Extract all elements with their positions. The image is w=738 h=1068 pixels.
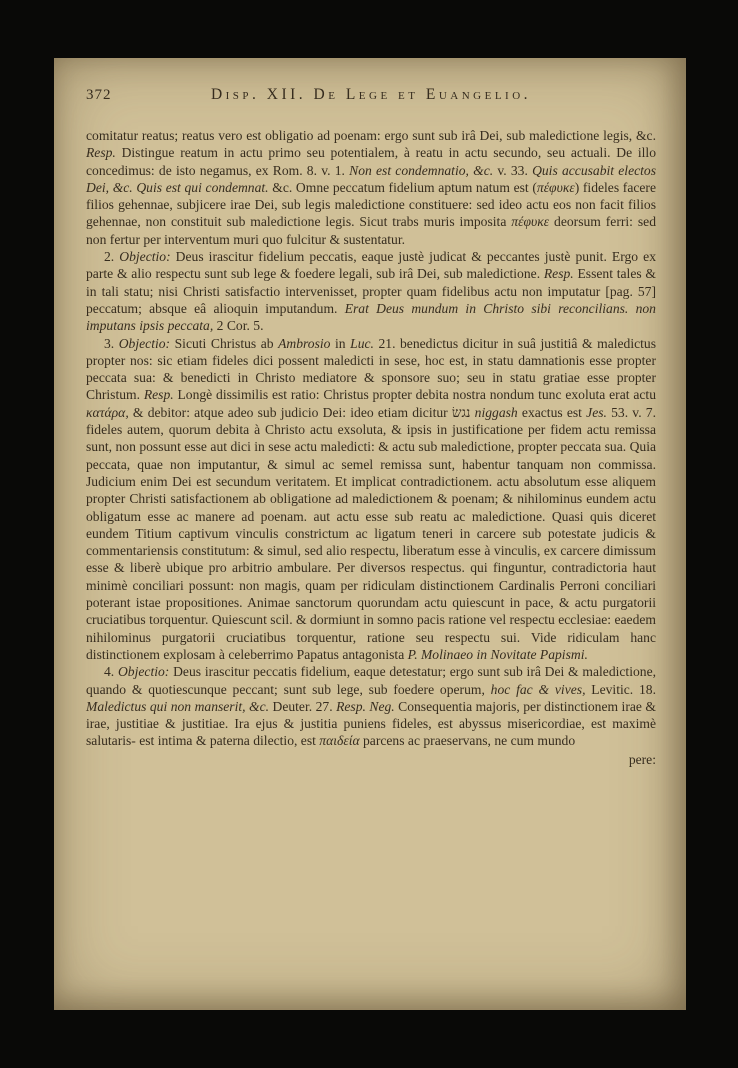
- italic-text: niggash: [474, 404, 518, 420]
- book-page: [54, 58, 686, 1010]
- italic-text: Objectio:: [119, 249, 171, 265]
- roman-text: Deus irascitur peccatis fidelium, eaque detestatur; ergo sunt sub irâ Dei & maledictione, quando & quotiescunque peccant; sunt sub lege, sub foedere operum,: [86, 664, 657, 697]
- roman-text: 2 Cor. 5.: [213, 318, 264, 334]
- chapter-header: Disp. XII. De Lege et Euangelio.: [210, 86, 532, 103]
- roman-text: Deuter. 27.: [269, 698, 337, 714]
- running-head: [86, 86, 656, 104]
- italic-text: Jes.: [586, 404, 607, 420]
- page-number: 372: [86, 87, 112, 103]
- italic-text: κατάρα,: [86, 404, 129, 420]
- roman-text: parcens ac praeservans, ne cum mundo: [359, 733, 576, 749]
- italic-text: Objectio:: [117, 664, 170, 680]
- roman-text: &c. Omne peccatum fidelium aptum natum est (: [268, 179, 537, 195]
- roman-text: Deus irascitur fidelium peccatis, eaque justè judicat & peccantes justè punit. Ergo ex parte & alio respectu sunt sub lege & foedere legali, sub irâ Dei, sub maledictione.: [86, 249, 656, 282]
- roman-text: Longè dissimilis est ratio: Christus propter debita nostra nondum tunc exoluta erat actu: [173, 387, 656, 403]
- italic-text: Resp.: [86, 145, 116, 161]
- italic-text: παιδεία: [319, 733, 360, 749]
- roman-text: & debitor: atque adeo sub judicio Dei: ideo etiam dicitur נגשׂ: [128, 404, 475, 420]
- roman-text: Distingue reatum in actu primo seu potentialem, à reatu in actu secundo, seu actuali. De illo concedimus: de isto negamus, ex Rom. 8. v. 1.: [86, 145, 656, 178]
- roman-text: ) fideles facere filios gehennae, subjicere irae Dei, sub legis maledictione constituere: sed ideo actu eos non facit filios gehennae, non constituit sub maledictione legis. Sicut trabs muris imposita: [86, 179, 656, 230]
- paragraph: [86, 335, 656, 664]
- roman-text: comitatur reatus; reatus vero est obligatio ad poenam: ergo sunt sub irâ Dei, sub maledictione legis, &c.: [86, 128, 656, 143]
- roman-text: Levitic. 18.: [585, 681, 656, 697]
- roman-text: Essent tales & in tali statu; nisi Christi satisfactio intervenisset, propter quam fidelibus actu non imputatur [pag. 57] peccatum; absque eâ alioquin imputandum.: [86, 266, 657, 316]
- italic-text: Quis accusabit electos Dei, &c. Quis est qui condemnat.: [86, 162, 656, 195]
- roman-text: v. 33.: [493, 162, 533, 178]
- italic-text: Non est condemnatio, &c.: [349, 162, 494, 178]
- roman-text: exactus est: [517, 404, 587, 420]
- italic-text: Erat Deus mundum in Christo sibi reconcilians. non imputans ipsis peccata,: [86, 300, 656, 334]
- italic-text: Maledictus qui non manserit, &c.: [86, 698, 270, 714]
- roman-text: 2.: [104, 249, 120, 265]
- italic-text: Luc.: [350, 335, 374, 351]
- text-body: [86, 127, 656, 750]
- italic-text: hoc fac & vives,: [490, 681, 586, 697]
- italic-text: Resp.: [543, 266, 574, 282]
- roman-text: 3.: [104, 335, 119, 351]
- roman-text: 53. v. 7. fideles autem, quorum debita à Christo actu exsoluta, & ipsis in justificatione per fidem actu remissa sunt, non possunt esse aut dici in sese actu maledicti: & actu sub maledictione, propter peccata sua. Quia peccata, quae non imputantur, & simul ac semel remissa sunt, habentur tanquam non commissa. Judicium enim Dei est secundum veritatem. Et implicat contradictionem. actu absolutum esse aliquem propter Christi satisfactionem ab obligatione ad maledictionem & poenam; & nihilominus eundem actu obligatum esse ac manere ad poenam. aut actu esse sub reatu ac maledictione. Quasi quis diceret eundem Titium captivum vinculis constrictum ac ligatum teneri in carcere sub potestate judicis & commentariensis constitutum: & simul, sed alio respectu, liberatum esse à vinculis, ex carcere dimissum esse & liberè ubique pro arbitrio ambulare. Per diversos respectus. qui finguntur, contradictoria haut minimè conciliari possunt: non magis, quam per ridiculam distinctionem Cardinalis Perroni conciliari poterant istae propositiones. Animae sanctorum quorundam actu quiescunt in pace, & actu purgatorii cruciatibus torquentur. Quiescunt scil. & dormiunt in somno pacis ratione vel respectu ecclesiae: eaedem nihilominus purgatorii cruciatibus torquentur, ratione seu respectu sui. Vide ridiculam hanc distinctionem explosam à celeberrimo Papatus antagonista: [86, 404, 656, 662]
- roman-text: 4.: [104, 664, 118, 680]
- italic-text: πέφυκε: [511, 214, 550, 230]
- paragraph: [86, 663, 656, 749]
- roman-text: Consequentia majoris, per distinctionem irae & irae, justitiae & justitiae. Ira ejus & justitia puniens fideles, est abyssus misericordiae, est maximè salutaris- est intima & paterna dilectio, est: [86, 698, 656, 749]
- roman-text: deorsum ferri: sed non fertur per interventum muri quo fulcitur & sustentatur.: [86, 214, 656, 247]
- catchword: pere:: [628, 751, 656, 767]
- roman-text: 21. benedictus dicitur in suâ justitiâ & maledictus propter nos: sic etiam fideles dici possent maledicti in sese, hoc est, in statu damnationis esse propter peccata sua: & benedicti in Christo mediatore & sponsore suo; seu in statu gratiae esse propter Christum.: [86, 335, 657, 403]
- paragraph: [86, 127, 656, 248]
- roman-text: Sicuti Christus ab: [170, 335, 279, 351]
- italic-text: Ambrosio: [278, 335, 331, 351]
- italic-text: Resp. Neg.: [336, 698, 395, 714]
- italic-text: Resp.: [143, 387, 174, 403]
- roman-text: in: [330, 335, 351, 351]
- paragraph: [86, 248, 656, 334]
- italic-text: πέφυκε: [536, 179, 575, 195]
- italic-text: P. Molinaeo in Novitate Papismi.: [407, 646, 588, 662]
- page-content: [86, 86, 656, 768]
- italic-text: Objectio:: [118, 335, 171, 351]
